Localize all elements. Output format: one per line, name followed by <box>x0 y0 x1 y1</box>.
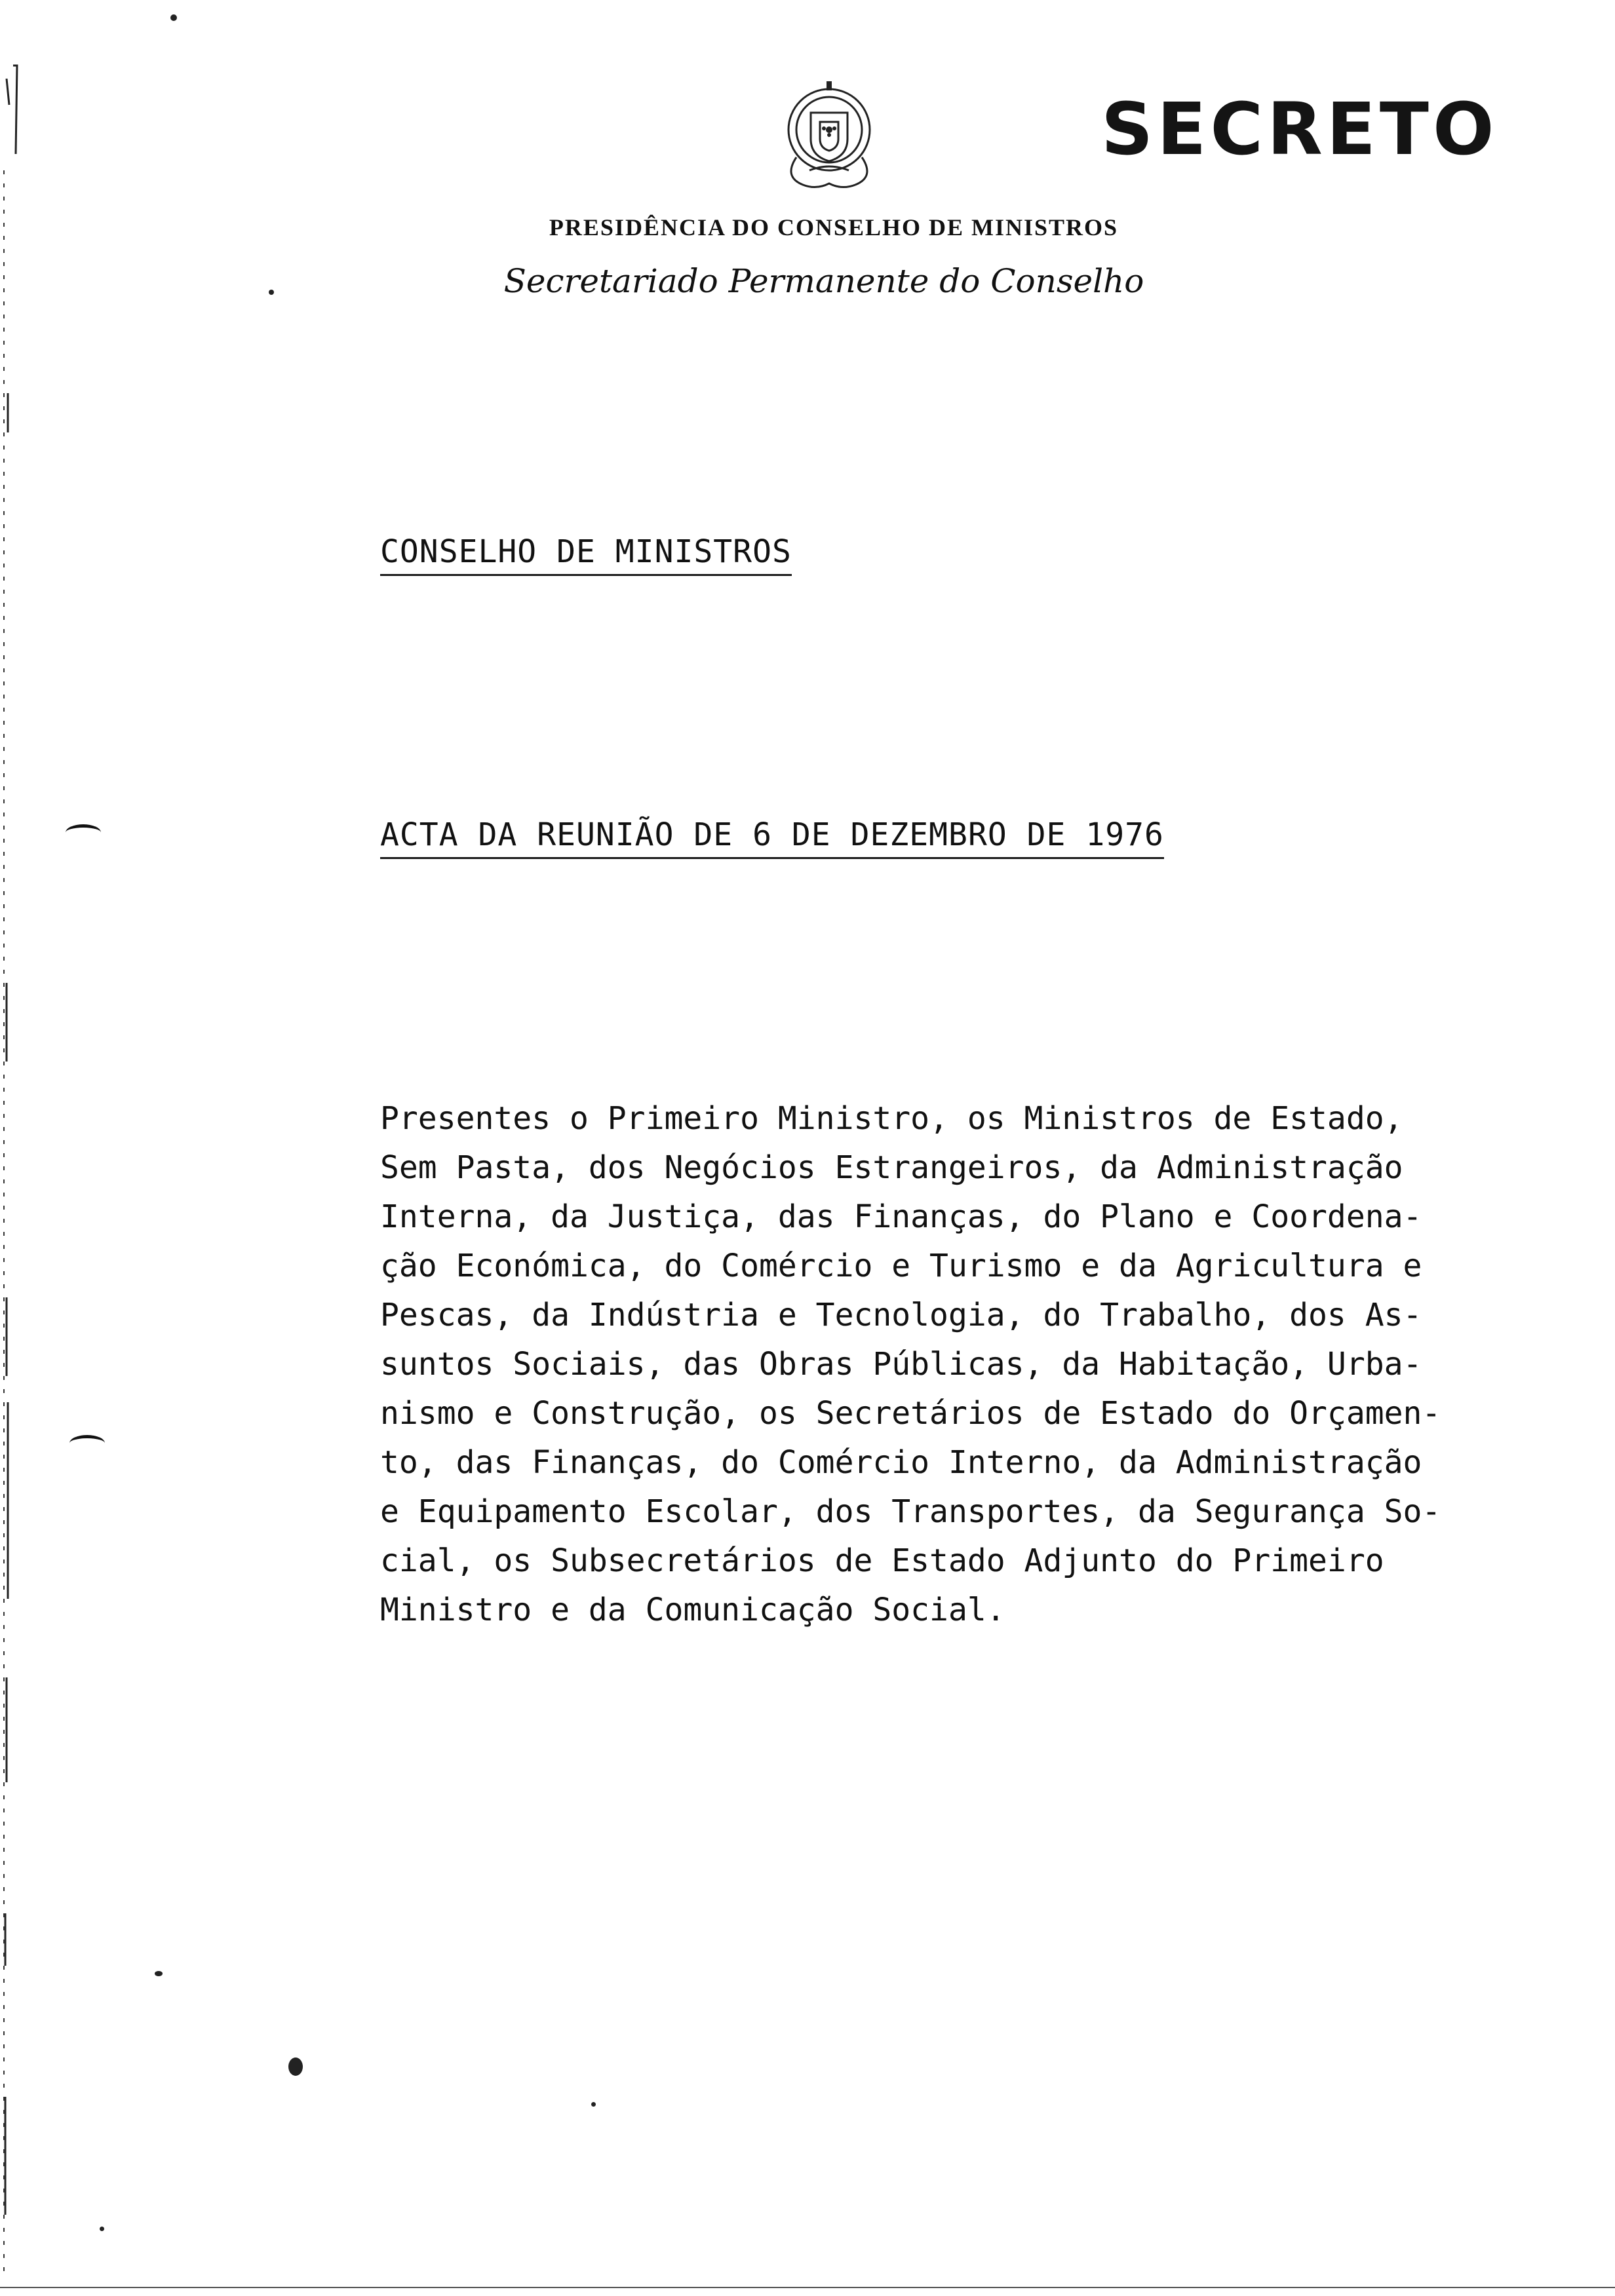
paragraph-line: e Equipamento Escolar, dos Transportes, da Segurança So- <box>380 1493 1441 1530</box>
paragraph-line: Presentes o Primeiro Ministro, os Ministros de Estado, <box>380 1100 1403 1137</box>
page-bottom-edge <box>0 2287 1615 2288</box>
scan-binding-edge <box>0 0 26 2296</box>
document-heading: CONSELHO DE MINISTROS <box>380 536 792 576</box>
scan-speck <box>100 2227 104 2231</box>
paragraph-line: nismo e Construção, os Secretários de Estado do Orçamen- <box>380 1395 1441 1432</box>
scan-speck <box>591 2102 596 2107</box>
paragraph-line: to, das Finanças, do Comércio Interno, da Administração <box>380 1444 1422 1481</box>
document-title: ACTA DA REUNIÃO DE 6 DE DEZEMBRO DE 1976 <box>380 819 1164 859</box>
paragraph-line: suntos Sociais, das Obras Públicas, da Habitação, Urba- <box>380 1346 1422 1383</box>
margin-mark <box>66 824 101 841</box>
classification-stamp: SECRETO <box>1101 87 1498 171</box>
paragraph-line: ção Económica, do Comércio e Turismo e da Agricultura e <box>380 1248 1422 1284</box>
scan-speck <box>170 14 177 21</box>
paragraph-line: Ministro e da Comunicação Social. <box>380 1592 1005 1628</box>
paragraph-line: Sem Pasta, dos Negócios Estrangeiros, da Administração <box>380 1149 1403 1186</box>
office-name: PRESIDÊNCIA DO CONSELHO DE MINISTROS <box>549 214 1119 240</box>
paragraph-line: Pescas, da Indústria e Tecnologia, do Trabalho, dos As- <box>380 1297 1422 1333</box>
scan-speck <box>288 2057 303 2076</box>
paragraph-line: cial, os Subsecretários de Estado Adjunto do Primeiro <box>380 1542 1384 1579</box>
attendance-paragraph <box>380 1094 1508 1635</box>
margin-mark <box>69 1435 105 1451</box>
coat-of-arms-icon <box>770 79 888 197</box>
paragraph-line: Interna, da Justiça, das Finanças, do Plano e Coordena- <box>380 1198 1422 1235</box>
secretariat-name: Secretariado Permanente do Conselho <box>503 262 1144 300</box>
scan-speck <box>155 1971 163 1976</box>
